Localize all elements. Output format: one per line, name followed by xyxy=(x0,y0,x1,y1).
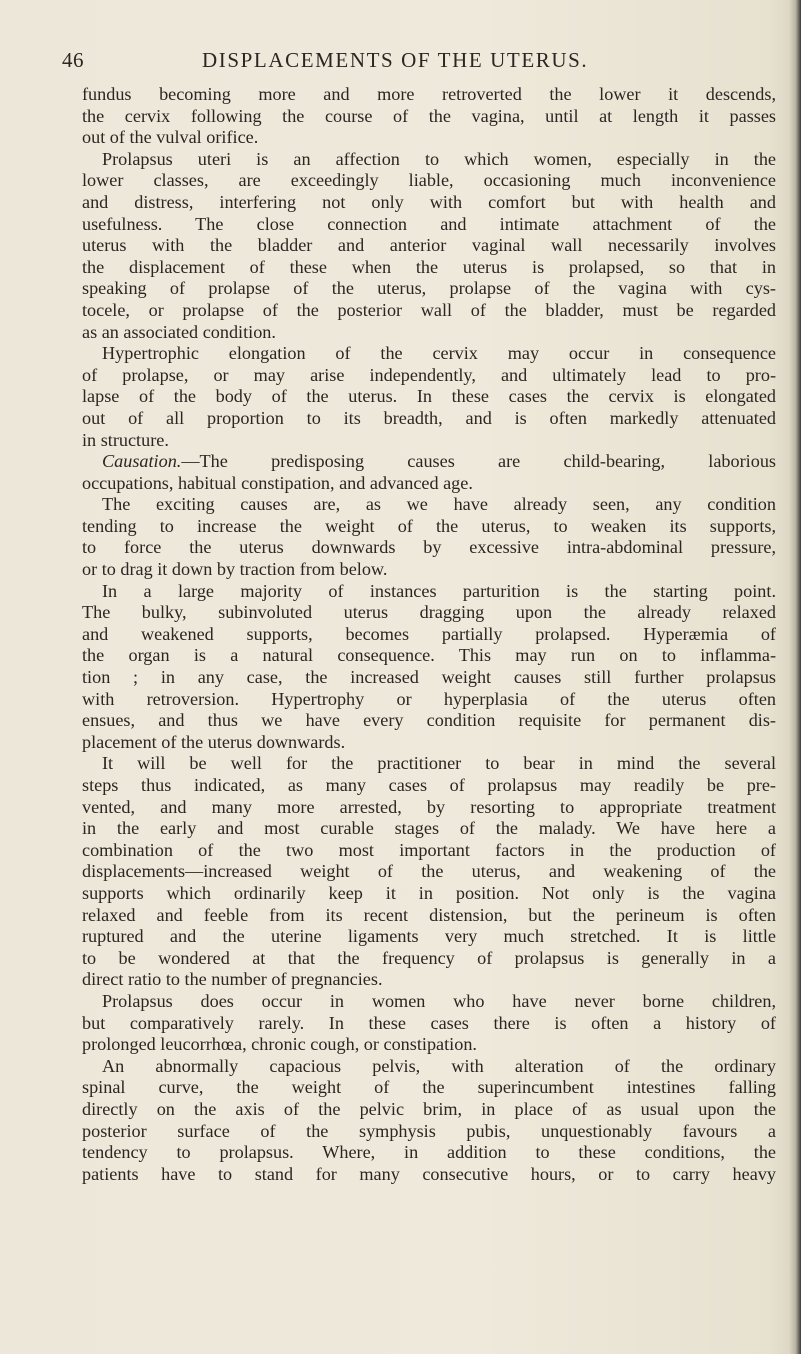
text-line xyxy=(82,926,776,948)
text-line xyxy=(82,991,776,1013)
line-text: In a large majority of instances parturition is the starting point. xyxy=(102,580,776,601)
text-line xyxy=(82,645,776,667)
text-line xyxy=(82,343,776,365)
text-line xyxy=(82,732,776,754)
text-line xyxy=(82,775,776,797)
section-lead: Causation. xyxy=(102,451,182,472)
text-line xyxy=(82,235,776,257)
text-line xyxy=(82,214,776,236)
text-line xyxy=(82,84,776,106)
page-edge-shadow xyxy=(789,0,801,1354)
page-header xyxy=(62,48,730,74)
line-text: tion ; in any case, the increased weight causes still further prolapsus xyxy=(82,667,776,688)
line-text: The bulky, subinvoluted uterus dragging upon the already relaxed xyxy=(82,602,776,623)
text-line xyxy=(82,537,776,559)
line-text: lapse of the body of the uterus. In these cases the cervix is elongated xyxy=(82,386,776,407)
text-line xyxy=(82,581,776,603)
text-line xyxy=(82,710,776,732)
text-line xyxy=(82,430,776,452)
line-text: directly on the axis of the pelvic brim, in place of as usual upon the xyxy=(82,1098,776,1119)
text-line xyxy=(82,386,776,408)
text-line xyxy=(82,257,776,279)
line-text: spinal curve, the weight of the superincumbent intestines falling xyxy=(82,1077,776,1098)
line-text: and distress, interfering not only with comfort but with health and xyxy=(82,191,776,212)
text-line xyxy=(82,473,776,495)
line-text: fundus becoming more and more retroverted the lower it descends, xyxy=(82,84,776,104)
line-text: prolonged leucorrhœa, chronic cough, or constipation. xyxy=(82,1034,477,1055)
text-line xyxy=(82,127,776,149)
line-text: out of all proportion to its breadth, and is often markedly attenuated xyxy=(82,407,776,428)
text-line xyxy=(82,753,776,775)
text-line xyxy=(82,818,776,840)
line-text: to be wondered at that the frequency of prolapsus is generally in a xyxy=(82,947,776,968)
text-line xyxy=(82,451,776,473)
line-text: tocele, or prolapse of the posterior wall of the bladder, must be regarded xyxy=(82,299,776,320)
text-line xyxy=(82,969,776,991)
line-text: tendency to prolapsus. Where, in addition to these conditions, the xyxy=(82,1142,776,1163)
text-line xyxy=(82,667,776,689)
text-line xyxy=(82,300,776,322)
text-line xyxy=(82,1013,776,1035)
text-line xyxy=(82,602,776,624)
line-text: the displacement of these when the uterus is prolapsed, so that in xyxy=(82,256,776,277)
line-text: steps thus indicated, as many cases of prolapsus may readily be pre- xyxy=(82,775,776,795)
line-text: The exciting causes are, as we have already seen, any condition xyxy=(102,494,776,515)
body-text xyxy=(82,84,776,1185)
text-line xyxy=(82,278,776,300)
line-text: patients have to stand for many consecutive hours, or to carry heavy xyxy=(82,1163,776,1184)
text-line xyxy=(82,365,776,387)
text-line xyxy=(82,1121,776,1143)
text-line xyxy=(82,494,776,516)
text-line xyxy=(82,408,776,430)
line-text: the organ is a natural consequence. This may run on to inflamma- xyxy=(82,645,776,666)
line-text: Prolapsus uteri is an affection to which women, especially in the xyxy=(102,148,776,169)
text-line xyxy=(82,1142,776,1164)
text-line xyxy=(82,559,776,581)
line-text: posterior surface of the symphysis pubis, unquestionably favours a xyxy=(82,1120,776,1141)
line-text: relaxed and feeble from its recent distension, but the perineum is often xyxy=(82,904,776,925)
text-line xyxy=(82,1056,776,1078)
line-text: tending to increase the weight of the uterus, to weaken its supports, xyxy=(82,515,776,536)
text-line xyxy=(82,170,776,192)
text-line xyxy=(82,106,776,128)
running-head: DISPLACEMENTS OF THE UTERUS. xyxy=(202,48,589,72)
text-line xyxy=(82,1099,776,1121)
text-line xyxy=(82,1077,776,1099)
line-text: out of the vulval orifice. xyxy=(82,127,259,148)
text-line xyxy=(82,840,776,862)
text-line xyxy=(82,689,776,711)
text-line xyxy=(82,797,776,819)
line-text: as an associated condition. xyxy=(82,321,276,342)
text-line xyxy=(82,516,776,538)
line-text: ruptured and the uterine ligaments very much stretched. It is little xyxy=(82,926,776,947)
line-text: vented, and many more arrested, by resorting to appropriate treatment xyxy=(82,796,776,817)
line-text: with retroversion. Hypertrophy or hyperplasia of the uterus often xyxy=(82,688,776,709)
text-line xyxy=(82,1164,776,1186)
line-text: placement of the uterus downwards. xyxy=(82,731,346,752)
text-line xyxy=(82,861,776,883)
line-text: the cervix following the course of the vagina, until at length it passes xyxy=(82,105,776,126)
line-text: usefulness. The close connection and intimate attachment of the xyxy=(82,213,776,234)
line-text: supports which ordinarily keep it in position. Not only is the vagina xyxy=(82,882,776,903)
line-text: An abnormally capacious pelvis, with alteration of the ordinary xyxy=(102,1055,776,1076)
line-text: in structure. xyxy=(82,429,169,450)
text-line xyxy=(82,322,776,344)
line-text: but comparatively rarely. In these cases there is often a history of xyxy=(82,1012,776,1033)
text-line xyxy=(82,149,776,171)
line-text: combination of the two most important factors in the production of xyxy=(82,839,776,860)
line-text: speaking of prolapse of the uterus, prolapse of the vagina with cys- xyxy=(82,278,776,299)
line-text: displacements—increased weight of the uterus, and weakening of the xyxy=(82,861,776,882)
line-text: Hypertrophic elongation of the cervix may occur in consequence xyxy=(102,343,776,364)
text-line xyxy=(82,948,776,970)
text-line xyxy=(82,883,776,905)
line-text: lower classes, are exceedingly liable, occasioning much inconvenience xyxy=(82,170,776,191)
line-text: and weakened supports, becomes partially prolapsed. Hyperæmia of xyxy=(82,623,776,644)
line-text: ensues, and thus we have every condition requisite for permanent dis- xyxy=(82,710,776,731)
line-text: —The predisposing causes are child-bearing, laborious xyxy=(181,451,776,472)
line-text: uterus with the bladder and anterior vaginal wall necessarily involves xyxy=(82,235,776,256)
line-text: of prolapse, or may arise independently, and ultimately lead to pro- xyxy=(82,364,776,385)
line-text: Prolapsus does occur in women who have never borne children, xyxy=(102,990,776,1011)
text-line xyxy=(82,192,776,214)
line-text: in the early and most curable stages of the malady. We have here a xyxy=(82,818,776,839)
line-text: direct ratio to the number of pregnancies. xyxy=(82,969,383,990)
line-text: or to drag it down by traction from below. xyxy=(82,559,388,580)
text-line xyxy=(82,1034,776,1056)
line-text: to force the uterus downwards by excessive intra-abdominal pressure, xyxy=(82,537,776,558)
page-number: 46 xyxy=(62,48,84,72)
line-text: It will be well for the practitioner to bear in mind the several xyxy=(102,753,776,774)
text-line xyxy=(82,624,776,646)
text-line xyxy=(82,905,776,927)
line-text: occupations, habitual constipation, and advanced age. xyxy=(82,472,473,493)
